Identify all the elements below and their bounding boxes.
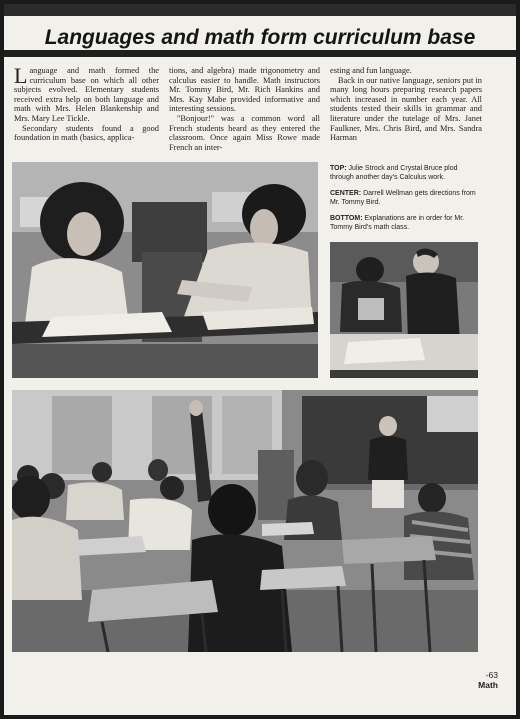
body-paragraph	[14, 63, 159, 124]
body-paragraph: Back in our native language, seniors put in many long hours preparing research papers which increased in number each year. All students tested their skills in grammar and literature under the tutelage of Mrs. Janet Faulkner, Mrs. Chris Bird, and Mrs. Sandra Harman	[330, 75, 482, 143]
body-text: anguage and math formed the curriculum base on which all other subjects evolved. Elementary students received extra help on both language and math with Mrs. Helen Blankenship and Mrs. Mary Lee Tickle.	[14, 66, 159, 123]
caption-top	[330, 164, 482, 182]
section-label: Math	[478, 680, 498, 690]
photo-top-calculus-students	[12, 162, 318, 378]
caption-text: Julie Strock and Crystal Bruce plod through another day's Calculus work.	[330, 165, 458, 181]
body-paragraph: "Bonjour!" was a common word all French students heard as they entered the classroom. Once again Miss Rowe made French an inter-	[169, 113, 320, 152]
page-folio	[444, 670, 498, 690]
caption-center	[330, 189, 482, 207]
body-column-1	[14, 63, 159, 143]
caption-label: TOP:	[330, 165, 347, 172]
photo-captions	[330, 164, 482, 239]
photo-center-illustration	[330, 242, 478, 378]
body-paragraph: Secondary students found a good foundation in math (basics, applica-	[14, 123, 159, 143]
page-number: -63	[485, 670, 498, 680]
photo-bottom-math-class	[12, 390, 478, 652]
page-headline: Languages and math form curriculum base	[44, 26, 476, 49]
caption-text: Explanations are in order for Mr. Tommy Bird's math class.	[330, 215, 465, 231]
photo-top-illustration	[12, 162, 318, 378]
body-paragraph: tions, and algebra) made trigonometry and calculus easier to handle. Math instructors Mr. Tommy Bird, Mr. Rich Hankins and Mrs. Kay Mabe provided informative and interesting sessions.	[169, 66, 320, 114]
body-column-3	[330, 66, 482, 143]
headline-rule	[4, 50, 516, 57]
caption-label: BOTTOM:	[330, 215, 363, 222]
body-column-2	[169, 66, 320, 152]
photo-bottom-illustration	[12, 390, 478, 652]
drop-cap: L	[14, 63, 28, 88]
yearbook-page	[4, 4, 516, 715]
caption-bottom	[330, 214, 482, 232]
caption-text: Darrell Wellman gets directions from Mr. Tommy Bird.	[330, 190, 476, 206]
caption-label: CENTER:	[330, 190, 362, 197]
photo-center-wellman-bird	[330, 242, 478, 378]
top-black-bar	[4, 4, 516, 16]
body-paragraph: esting and fun language.	[330, 66, 412, 75]
